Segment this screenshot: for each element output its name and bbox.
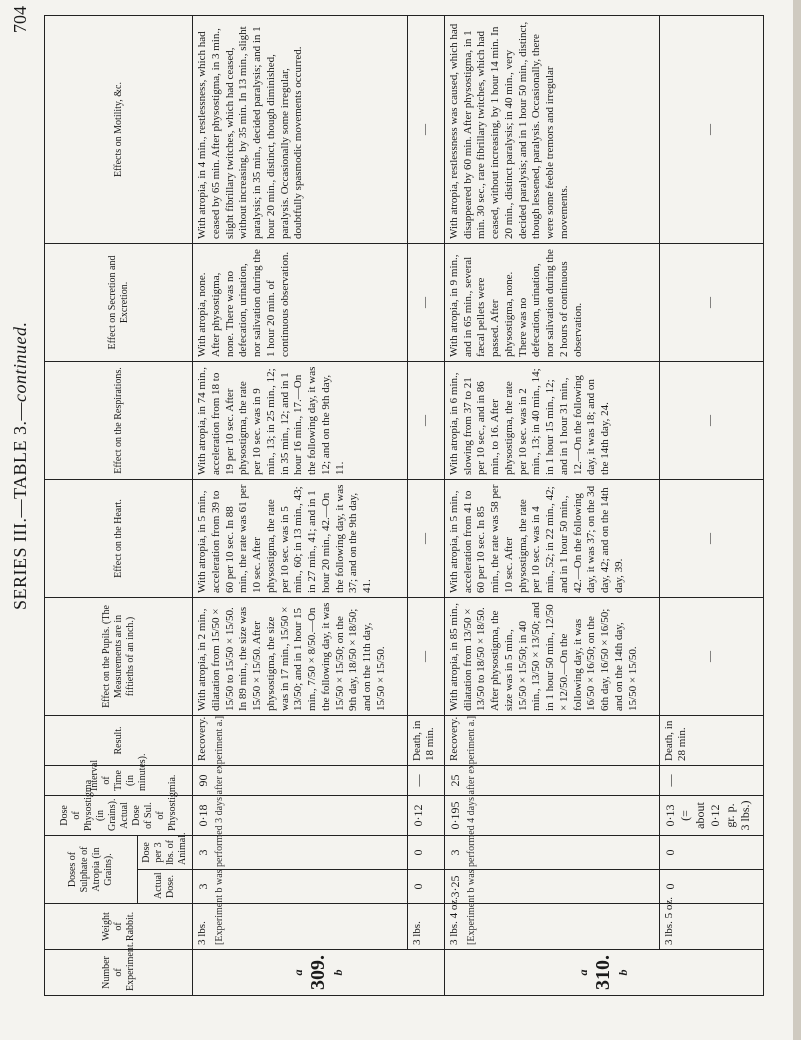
col-weight: Weight of Rabbit. (45, 904, 193, 950)
heart-cell: With atropia, in 5 min., acceleration from 41 to 60 per 10 sec. In 85 min., the rate was 58 per 10 sec. After physostigma, the rate per 10 sec. was in 4 min., 52; in 22 min., 42; and in 1 hour 50 min., 42.—On the following day, it was 37; on the 3d day, 42; and on the 14th day, 39. (444, 479, 659, 597)
table-row (659, 15, 763, 995)
heart-cell: — (659, 479, 763, 597)
col-interval: Interval of Time (in minutes). (45, 765, 193, 795)
col-secretion: Effect on Secretion and Excretion. (45, 243, 193, 361)
weight-cell: 3 lbs. 4 oz. [Experiment b was performed 4 days after experiment a.] (444, 904, 659, 950)
experiment-table (44, 15, 764, 996)
atropia-per3-cell: 3 (193, 835, 408, 869)
secretion-cell: With atropia, none. After physostigma, none. There was no defecation, urination, nor salivation during the 1 hour 20 min. of continuous observation. (193, 243, 408, 361)
result-cell: Recovery. (444, 715, 659, 765)
col-actual-dose: Actual Dose. (138, 870, 193, 904)
physostigma-cell: 0·12 (407, 795, 444, 835)
atropia-per3-cell: 0 (659, 835, 763, 869)
heart-cell: With atropia, in 5 min., acceleration from 39 to 60 per 10 sec. In 88 min., the rate was 61 per 10 sec. After physostigma, the rate per 10 sec. was in 5 min., 60; in 13 min., 43; in 27 min., 41; and in 1 hour 20 min., 42.—On the following day, it was 37; and on the 9th day, 41. (193, 479, 408, 597)
experiment-number: a 309. b (193, 950, 445, 996)
col-atropia: Doses of Sulphate of Atropia (in Grains). (45, 835, 138, 903)
header-row (45, 15, 138, 995)
interval-cell: — (659, 765, 763, 795)
resp-cell: — (659, 361, 763, 479)
result-cell: Recovery. (193, 715, 408, 765)
page-header (10, 0, 32, 1040)
interval-cell: 90 (193, 765, 408, 795)
physostigma-cell: 0·18 (193, 795, 408, 835)
table-row (193, 15, 408, 995)
resp-cell: With atropia, in 74 min., acceleration from 18 to 19 per 10 sec. After physostigma, the rate per 10 sec. was in 9 min., 13; in 25 min., 12; in 35 min., 12; and in 1 hour 16 min., 17.—On the following day, it was 12; and on the 9th day, 11. (193, 361, 408, 479)
heart-cell: — (407, 479, 444, 597)
atropia-dose-cell: 3 (193, 870, 408, 904)
running-head: SERIES III.—TABLE 3.—continued. (10, 321, 30, 610)
experiment-number: a 310. b (444, 950, 763, 996)
col-result: Result. (45, 715, 193, 765)
motility-cell: — (407, 15, 444, 243)
pupils-cell: — (407, 597, 444, 715)
col-pupils: Effect on the Pupils. (The Measurements are in fiftieths of an inch.) (45, 597, 193, 715)
resp-cell: With atropia, in 6 min., slowing from 37 to 21 per 10 sec., and in 86 min., to 16. After physostigma, the rate per 10 sec. was in 2 min., 13; in 40 min., 14; in 1 hour 15 min., 12; and in 1 hour 31 min., 12.—On the following day, it was 18; and on the 14th day, 24. (444, 361, 659, 479)
col-physostigma: Dose of Physostigma (in Grains). Actual Dose of Sul. of Physostigmia. (45, 795, 193, 835)
physostigma-cell: 0·195 (444, 795, 659, 835)
atropia-per3-cell: 0 (407, 835, 444, 869)
atropia-per3-cell: 3 (444, 835, 659, 869)
weight-cell: 3 lbs. (407, 904, 444, 950)
result-cell: Death, in 18 min. (407, 715, 444, 765)
physostigma-cell: 0·13 (= about 0·12 gr. p. 3 lbs.) (659, 795, 763, 835)
col-motility: Effects on Motility, &c. (45, 15, 193, 243)
col-exp: Number of Experiment. (45, 950, 193, 996)
secretion-cell: — (407, 243, 444, 361)
result-cell: Death, in 28 min. (659, 715, 763, 765)
atropia-dose-cell: 0 (407, 870, 444, 904)
col-resp: Effect on the Respirations. (45, 361, 193, 479)
interval-cell: 25 (444, 765, 659, 795)
pupils-cell: — (659, 597, 763, 715)
pupils-cell: With atropia, in 85 min., dilatation from 13/50 × 13/50 to 18/50 × 18/50. After physostigma, the size was in 5 min., 15/50 × 15/50; in 40 min., 13/50 × 13/50; and in 1 hour 50 min., 12/50 × 12/50.—On the following day, it was 16/50 × 16/50; on the 6th day, 16/50 × 16/50; and on the 14th day, 15/50 × 15/50. (444, 597, 659, 715)
table-row (444, 15, 659, 995)
secretion-cell: — (659, 243, 763, 361)
motility-cell: With atropia, in 4 min., restlessness, which had ceased by 65 min. After physostigma, in 3 min., slight fibrillary twitches, which had ceased, without increasing, by 35 min. In 13 min., slight paralysis; in 35 min., decided paralysis; and in 1 hour 20 min., distinct, though diminished, paralysis. Occasionally some irregular, doubtfully spasmodic movements occurred. (193, 15, 408, 243)
atropia-dose-cell: 0 (659, 870, 763, 904)
motility-cell: — (659, 15, 763, 243)
col-dose-per-3lbs: Dose per 3 lbs. of Animal. (138, 835, 193, 869)
interval-cell: — (407, 765, 444, 795)
secretion-cell: With atropia, in 9 min., and in 65 min., several fæcal pellets were passed. After physostigma, none. There was no defecation, urination, nor salivation during the 2 hours of continuous observation. (444, 243, 659, 361)
atropia-dose-cell: 3·25 (444, 870, 659, 904)
page-number: 704 (10, 6, 30, 33)
col-heart: Effect on the Heart. (45, 479, 193, 597)
resp-cell: — (407, 361, 444, 479)
weight-cell: 3 lbs. [Experiment b was performed 3 days after experiment a.] (193, 904, 408, 950)
table-row (407, 15, 444, 995)
weight-cell: 3 lbs. 5 oz. (659, 904, 763, 950)
pupils-cell: With atropia, in 2 min., dilatation from 15/50 × 15/50 to 15/50 × 15/50. In 89 min., the size was 15/50 × 15/50. After physostigma, the size was in 17 min., 15/50 × 13/50; and in 1 hour 15 min., 7/50 × 8/50.—On the following day, it was 15/50 × 15/50; on the 9th day, 18/50 × 18/50; and on the 11th day, 15/50 × 15/50. (193, 597, 408, 715)
motility-cell: With atropia, restlessness was caused, which had disappeared by 60 min. After physostigma, in 1 min. 30 sec., rare fibrillary twitches, which had ceased, without increasing, by 1 hour 14 min. In 20 min., distinct paralysis; in 40 min., very decided paralysis; and in 1 hour 50 min., distinct, though lessened, paralysis. Occasionally, there were some feeble tremors and irregular movements. (444, 15, 659, 243)
